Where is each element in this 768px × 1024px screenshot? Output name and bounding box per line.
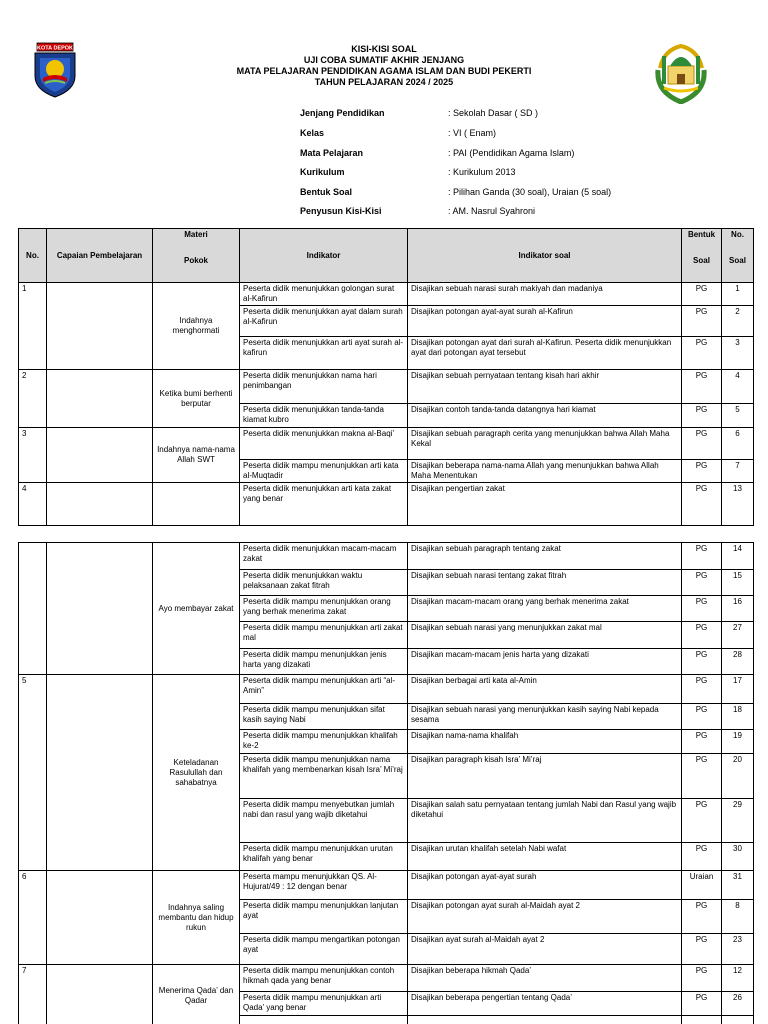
cell-indikator-soal: Disajikan urutan khalifah setelah Nabi wafat [408,843,682,871]
cell-indikator-soal: Disajikan macam-macam orang yang berhak menerima zakat [408,596,682,622]
cell-indikator: Peserta didik mampu mengartikan potongan ayat [240,934,408,965]
cell-bentuk: PG [682,934,722,965]
info-key: Kurikulum [300,167,345,177]
cell-no-soal: 27 [722,622,754,649]
cell-indikator: Peserta didik menunjukkan waktu pelaksanaan zakat fitrah [240,570,408,596]
header-materi-line2: Pokok [183,256,208,265]
cell-no-soal: 7 [722,460,754,483]
cell-no: 3 [19,428,47,483]
cell-indikator: Peserta didik menunjukkan ayat dalam surah al-Kafirun [240,306,408,337]
cell-no-soal: 2 [722,306,754,337]
cell-bentuk: Uraian [682,871,722,900]
cell-indikator-soal: Disajikan beberapa hikmah Qada’ [408,965,682,992]
info-key: Jenjang Pendidikan [300,108,385,118]
cell-indikator-soal: Disajikan berbagai arti kata al-Amin [408,675,682,704]
info-key: Bentuk Soal [300,187,353,197]
cell-bentuk: PG [682,965,722,992]
table-row [19,675,754,704]
cell-materi: Indahnya saling membantu dan hidup rukun [153,871,240,965]
title-line-3: MATA PELAJARAN PENDIDIKAN AGAMA ISLAM DAN BUDI PEKERTI [236,66,532,76]
cell-bentuk: PG [682,799,722,843]
info-value: : Sekolah Dasar ( SD ) [448,108,539,118]
logo-text: KOTA DEPOK [36,45,74,52]
cell-no-soal: 4 [722,370,754,404]
cell-indikator: Peserta didik mampu menunjukkan arti zakat mal [240,622,408,649]
cell-capaian [47,283,153,370]
cell-no-soal: 23 [722,934,754,965]
kota-depok-logo [31,42,79,98]
table-row [19,871,754,900]
info-key: Mata Pelajaran [300,148,364,158]
cell-indikator-soal: Disajikan macam-macam jenis harta yang dizakati [408,649,682,675]
cell-no-soal: 26 [722,992,754,1016]
cell-bentuk: PG [682,992,722,1016]
cell-no-soal: 18 [722,704,754,730]
table-row [19,428,754,460]
cell-indikator [240,1016,408,1024]
cell-no [19,543,47,675]
cell-bentuk: PG [682,754,722,799]
cell-indikator: Peserta didik mampu menunjukkan orang yang berhak menerima zakat [240,596,408,622]
cell-bentuk: PG [682,900,722,934]
cell-bentuk: PG [682,730,722,754]
cell-materi [153,483,240,526]
cell-indikator-soal: Disajikan pengertian zakat [408,483,682,526]
cell-indikator: Peserta didik mampu menunjukkan arti Qada’ yang benar [240,992,408,1016]
cell-indikator-soal: Disajikan sebuah pernyataan tentang kisah hari akhir [408,370,682,404]
cell-indikator-soal: Disajikan potongan ayat-ayat surah [408,871,682,900]
table-header-row [19,229,754,283]
table-row [19,483,754,526]
info-value: : PAI (Pendidikan Agama Islam) [448,148,575,158]
cell-no-soal: 8 [722,900,754,934]
cell-indikator-soal: Disajikan contoh tanda-tanda datangnya hari kiamat [408,404,682,428]
header-nosoal-line1: No. [731,230,744,239]
cell-no-soal: 5 [722,404,754,428]
cell-no-soal: 1 [722,283,754,306]
info-key: Penyusun Kisi-Kisi [300,206,382,216]
cell-no-soal: 15 [722,570,754,596]
cell-indikator: Peserta didik menunjukkan nama hari penimbangan [240,370,408,404]
cell-bentuk: PG [682,337,722,370]
cell-indikator: Peserta didik mampu menunjukkan khalifah ke-2 [240,730,408,754]
cell-bentuk: PG [682,283,722,306]
cell-materi: Ketika bumi berhenti berputar [153,370,240,428]
cell-materi: Indahnya menghormati [153,283,240,370]
cell-indikator: Peserta didik mampu menunjukkan contoh hikmah qada yang benar [240,965,408,992]
table-row [19,543,754,570]
header-materi [153,229,240,283]
cell-indikator-soal [408,1016,682,1024]
cell-capaian [47,965,153,1024]
cell-bentuk: PG [682,370,722,404]
cell-bentuk: PG [682,675,722,704]
cell-no-soal: 16 [722,596,754,622]
header-no: No. [19,229,47,283]
cell-no-soal: 19 [722,730,754,754]
cell-no-soal: 17 [722,675,754,704]
info-value: : VI ( Enam) [448,128,497,138]
cell-bentuk: PG [682,483,722,526]
cell-indikator: Peserta didik mampu menunjukkan arti kata al-Muqtadir [240,460,408,483]
cell-indikator: Peserta didik mampu menunjukkan arti “al-Amin” [240,675,408,704]
cell-capaian [47,483,153,526]
cell-indikator-soal: Disajikan sebuah paragraph tentang zakat [408,543,682,570]
cell-no-soal [722,1016,754,1024]
cell-capaian [47,428,153,483]
cell-no: 6 [19,871,47,965]
cell-bentuk: PG [682,404,722,428]
cell-bentuk: PG [682,704,722,730]
cell-indikator: Peserta didik menunjukkan golongan surat al-Kafirun [240,283,408,306]
header-indikator-soal: Indikator soal [408,229,682,283]
header-bentuk-line1: Bentuk [687,230,716,239]
cell-indikator: Peserta didik mampu menunjukkan nama khalifah yang membenarkan kisah Isra’ Mi’raj [240,754,408,799]
cell-indikator-soal: Disajikan salah satu pernyataan tentang jumlah Nabi dan Rasul yang wajib diketahui [408,799,682,843]
cell-capaian [47,543,153,675]
cell-no-soal: 3 [722,337,754,370]
cell-bentuk [682,1016,722,1024]
header-bentuk-line2: Soal [693,256,710,265]
cell-bentuk: PG [682,570,722,596]
cell-indikator: Peserta didik menunjukkan arti ayat surah al-kafirun [240,337,408,370]
cell-capaian [47,871,153,965]
cell-materi: Ayo membayar zakat [153,543,240,675]
cell-indikator: Peserta didik mampu menunjukkan sifat kasih saying Nabi [240,704,408,730]
cell-no: 7 [19,965,47,1024]
cell-no-soal: 30 [722,843,754,871]
info-value: : Kurikulum 2013 [448,167,516,177]
kisi-kisi-table-2 [18,542,754,1024]
header-no-soal [722,229,754,283]
cell-bentuk: PG [682,543,722,570]
cell-indikator: Peserta didik mampu menyebutkan jumlah nabi dan rasul yang wajib diketahui [240,799,408,843]
header-bentuk-soal [682,229,722,283]
cell-indikator: Peserta mampu menunjukkan QS. Al-Hujurat/49 : 12 dengan benar [240,871,408,900]
cell-no-soal: 20 [722,754,754,799]
cell-indikator-soal: Disajikan ayat surah al-Maidah ayat 2 [408,934,682,965]
cell-bentuk: PG [682,649,722,675]
info-value: : AM. Nasrul Syahroni [448,206,536,216]
cell-bentuk: PG [682,306,722,337]
table-row [19,965,754,992]
cell-indikator: Peserta didik menunjukkan makna al-Baqi’ [240,428,408,460]
header-materi-line1: Materi [184,230,208,239]
cell-indikator-soal: Disajikan potongan ayat-ayat surah al-Kafirun [408,306,682,337]
cell-indikator-soal: Disajikan nama-nama khalifah [408,730,682,754]
cell-indikator-soal: Disajikan sebuah paragraph cerita yang menunjukkan bahwa Allah Maha Kekal [408,428,682,460]
cell-bentuk: PG [682,843,722,871]
table-row [19,370,754,404]
title-line-2: UJI COBA SUMATIF AKHIR JENJANG [303,55,465,65]
cell-indikator: Peserta didik mampu menunjukkan lanjutan ayat [240,900,408,934]
table-row [19,283,754,306]
cell-no: 4 [19,483,47,526]
cell-no-soal: 6 [722,428,754,460]
cell-materi: Keteladanan Rasulullah dan sahabatnya [153,675,240,871]
cell-indikator-soal: Disajikan beberapa nama-nama Allah yang menunjukkan bahwa Allah Maha Menentukan [408,460,682,483]
cell-bentuk: PG [682,596,722,622]
cell-indikator: Peserta didik menunjukkan arti kata zakat yang benar [240,483,408,526]
cell-no-soal: 12 [722,965,754,992]
cell-no-soal: 28 [722,649,754,675]
cell-no-soal: 14 [722,543,754,570]
cell-indikator-soal: Disajikan beberapa pengertian tentang Qada’ [408,992,682,1016]
cell-no-soal: 29 [722,799,754,843]
cell-bentuk: PG [682,428,722,460]
cell-indikator-soal: Disajikan potongan ayat dari surah al-Kafirun. Peserta didik menunjukkan ayat dari potongan ayat tersebut [408,337,682,370]
cell-no: 5 [19,675,47,871]
school-emblem-logo [650,40,712,104]
cell-indikator: Peserta didik mampu menunjukkan jenis harta yang dizakati [240,649,408,675]
kisi-kisi-table-1 [18,228,754,526]
header-indikator: Indikator [240,229,408,283]
cell-indikator: Peserta didik menunjukkan macam-macam zakat [240,543,408,570]
cell-no-soal: 13 [722,483,754,526]
cell-bentuk: PG [682,460,722,483]
cell-capaian [47,675,153,871]
cell-indikator-soal: Disajikan paragraph kisah Isra’ Mi’raj [408,754,682,799]
cell-indikator-soal: Disajikan sebuah narasi yang menunjukkan kasih saying Nabi kepada sesama [408,704,682,730]
cell-indikator-soal: Disajikan sebuah narasi tentang zakat fitrah [408,570,682,596]
cell-no-soal: 31 [722,871,754,900]
cell-materi: Indahnya nama-nama Allah SWT [153,428,240,483]
cell-indikator: Peserta didik mampu menunjukkan urutan khalifah yang benar [240,843,408,871]
header-nosoal-line2: Soal [729,256,746,265]
cell-no: 1 [19,283,47,370]
cell-indikator-soal: Disajikan sebuah narasi surah makiyah dan madaniya [408,283,682,306]
cell-no: 2 [19,370,47,428]
info-value: : Pilihan Ganda (30 soal), Uraian (5 soal) [448,187,612,197]
cell-indikator-soal: Disajikan sebuah narasi yang menunjukkan zakat mal [408,622,682,649]
cell-indikator-soal: Disajikan potongan ayat surah al-Maidah ayat 2 [408,900,682,934]
cell-indikator: Peserta didik menunjukkan tanda-tanda kiamat kubro [240,404,408,428]
title-line-1: KISI-KISI SOAL [351,44,417,54]
cell-materi: Menerima Qada’ dan Qadar [153,965,240,1024]
document-title [200,44,568,88]
title-line-4: TAHUN PELAJARAN 2024 / 2025 [314,77,454,87]
info-key: Kelas [300,128,325,138]
header-capaian: Capaian Pembelajaran [47,229,153,283]
cell-capaian [47,370,153,428]
cell-bentuk: PG [682,622,722,649]
